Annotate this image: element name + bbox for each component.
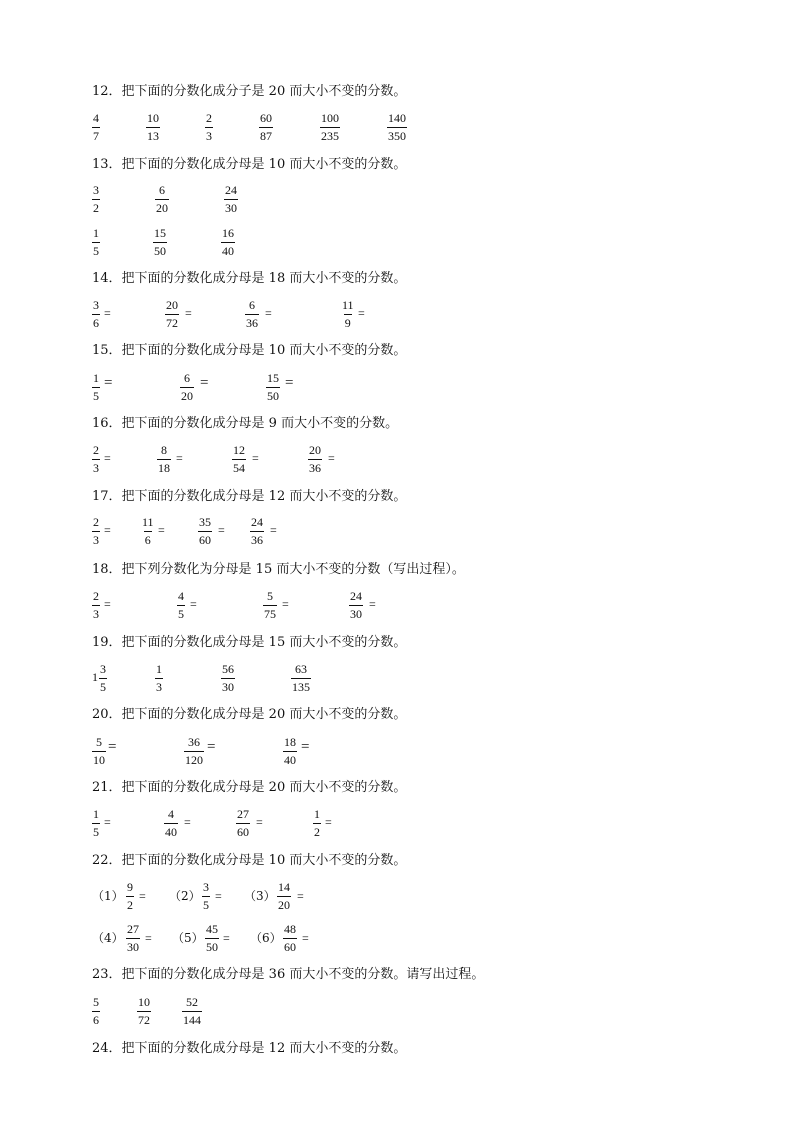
fraction: 140 350 bbox=[388, 111, 406, 143]
fraction: 4 7 bbox=[93, 111, 99, 143]
question-20: 20．把下面的分数化成分母是 20 而大小不变的分数。 bbox=[92, 707, 407, 722]
fraction: 63 135 bbox=[292, 662, 310, 694]
equals-sign: = bbox=[358, 306, 365, 320]
fraction: 56 30 bbox=[222, 662, 234, 694]
fraction: 11 6 bbox=[142, 515, 154, 547]
fraction: 45 50 bbox=[206, 922, 218, 954]
fraction: 18 40 bbox=[284, 735, 296, 767]
equals-sign: = bbox=[270, 523, 277, 537]
fraction: 3 6 bbox=[93, 298, 99, 330]
equals-sign: = bbox=[328, 451, 335, 465]
item-label: （3） bbox=[244, 889, 276, 903]
fraction: 14 20 bbox=[278, 880, 290, 912]
equals-sign: = bbox=[215, 889, 222, 903]
fraction: 6 20 bbox=[156, 183, 168, 215]
equals-sign: = bbox=[104, 375, 113, 391]
question-22: 22．把下面的分数化成分母是 10 而大小不变的分数。 bbox=[92, 853, 407, 868]
fraction: 24 36 bbox=[251, 515, 263, 547]
mixed-number-whole: 1 bbox=[92, 670, 98, 684]
fraction: 1 2 bbox=[314, 807, 320, 839]
fraction: 5 6 bbox=[93, 995, 99, 1027]
fraction: 1 5 bbox=[93, 371, 99, 403]
equals-sign: = bbox=[223, 931, 230, 945]
fraction: 20 36 bbox=[309, 443, 321, 475]
question-17: 17．把下面的分数化成分母是 12 而大小不变的分数。 bbox=[92, 489, 407, 504]
equals-sign: = bbox=[108, 739, 117, 755]
equals-sign: = bbox=[325, 815, 332, 829]
item-label: （6） bbox=[250, 931, 282, 945]
equals-sign: = bbox=[176, 451, 183, 465]
fraction: 20 72 bbox=[166, 298, 178, 330]
fraction: 2 3 bbox=[206, 111, 212, 143]
fraction: 100 235 bbox=[321, 111, 339, 143]
equals-sign: = bbox=[185, 306, 192, 320]
question-14: 14．把下面的分数化成分母是 18 而大小不变的分数。 bbox=[92, 271, 407, 286]
equals-sign: = bbox=[145, 931, 152, 945]
equals-sign: = bbox=[297, 889, 304, 903]
fraction: 4 5 bbox=[178, 589, 184, 621]
item-label: （1） bbox=[92, 889, 124, 903]
fraction: 24 30 bbox=[350, 589, 362, 621]
equals-sign: = bbox=[158, 523, 165, 537]
fraction: 24 30 bbox=[225, 183, 237, 215]
equals-sign: = bbox=[218, 523, 225, 537]
equals-sign: = bbox=[256, 815, 263, 829]
equals-sign: = bbox=[207, 739, 216, 755]
item-label: （4） bbox=[92, 931, 124, 945]
equals-sign: = bbox=[104, 597, 111, 611]
question-18: 18．把下列分数化为分母是 15 而大小不变的分数（写出过程）。 bbox=[92, 562, 465, 577]
fraction: 3 2 bbox=[93, 183, 99, 215]
fraction: 5 75 bbox=[264, 589, 276, 621]
equals-sign: = bbox=[282, 597, 289, 611]
fraction: 16 40 bbox=[222, 226, 234, 258]
question-24: 24．把下面的分数化成分母是 12 而大小不变的分数。 bbox=[92, 1041, 407, 1056]
fraction: 2 3 bbox=[93, 589, 99, 621]
fraction: 10 13 bbox=[147, 111, 159, 143]
equals-sign: = bbox=[104, 306, 111, 320]
question-23: 23．把下面的分数化成分母是 36 而大小不变的分数。请写出过程。 bbox=[92, 967, 485, 982]
fraction: 15 50 bbox=[154, 226, 166, 258]
question-19: 19．把下面的分数化成分母是 15 而大小不变的分数。 bbox=[92, 635, 407, 650]
fraction: 12 54 bbox=[233, 443, 245, 475]
equals-sign: = bbox=[104, 815, 111, 829]
fraction: 9 2 bbox=[127, 880, 133, 912]
equals-sign: = bbox=[104, 523, 111, 537]
fraction: 4 40 bbox=[165, 807, 177, 839]
equals-sign: = bbox=[200, 375, 209, 391]
equals-sign: = bbox=[139, 889, 146, 903]
item-label: （2） bbox=[169, 889, 201, 903]
equals-sign: = bbox=[265, 306, 272, 320]
item-label: （5） bbox=[172, 931, 204, 945]
fraction: 52 144 bbox=[183, 995, 201, 1027]
fraction: 3 5 bbox=[100, 662, 106, 694]
fraction: 6 36 bbox=[246, 298, 258, 330]
fraction: 6 20 bbox=[181, 371, 193, 403]
fraction: 3 5 bbox=[203, 880, 209, 912]
fraction: 35 60 bbox=[199, 515, 211, 547]
fraction: 48 60 bbox=[284, 922, 296, 954]
equals-sign: = bbox=[184, 815, 191, 829]
equals-sign: = bbox=[369, 597, 376, 611]
question-12: 12．把下面的分数化成分子是 20 而大小不变的分数。 bbox=[92, 84, 407, 99]
equals-sign: = bbox=[252, 451, 259, 465]
fraction: 27 30 bbox=[127, 922, 139, 954]
question-13: 13．把下面的分数化成分母是 10 而大小不变的分数。 bbox=[92, 157, 407, 172]
fraction: 2 3 bbox=[93, 443, 99, 475]
question-15: 15．把下面的分数化成分母是 10 而大小不变的分数。 bbox=[92, 343, 407, 358]
fraction: 5 10 bbox=[93, 735, 105, 767]
fraction: 2 3 bbox=[93, 515, 99, 547]
fraction: 8 18 bbox=[158, 443, 170, 475]
fraction: 1 5 bbox=[93, 807, 99, 839]
question-16: 16．把下面的分数化成分母是 9 而大小不变的分数。 bbox=[92, 416, 399, 431]
fraction: 11 9 bbox=[342, 298, 354, 330]
equals-sign: = bbox=[301, 739, 310, 755]
question-21: 21．把下面的分数化成分母是 20 而大小不变的分数。 bbox=[92, 780, 407, 795]
fraction: 10 72 bbox=[138, 995, 150, 1027]
equals-sign: = bbox=[285, 375, 294, 391]
equals-sign: = bbox=[190, 597, 197, 611]
fraction: 1 5 bbox=[93, 226, 99, 258]
fraction: 36 120 bbox=[185, 735, 203, 767]
fraction: 15 50 bbox=[267, 371, 279, 403]
fraction: 60 87 bbox=[260, 111, 272, 143]
equals-sign: = bbox=[302, 931, 309, 945]
fraction: 1 3 bbox=[156, 662, 162, 694]
equals-sign: = bbox=[104, 451, 111, 465]
fraction: 27 60 bbox=[237, 807, 249, 839]
